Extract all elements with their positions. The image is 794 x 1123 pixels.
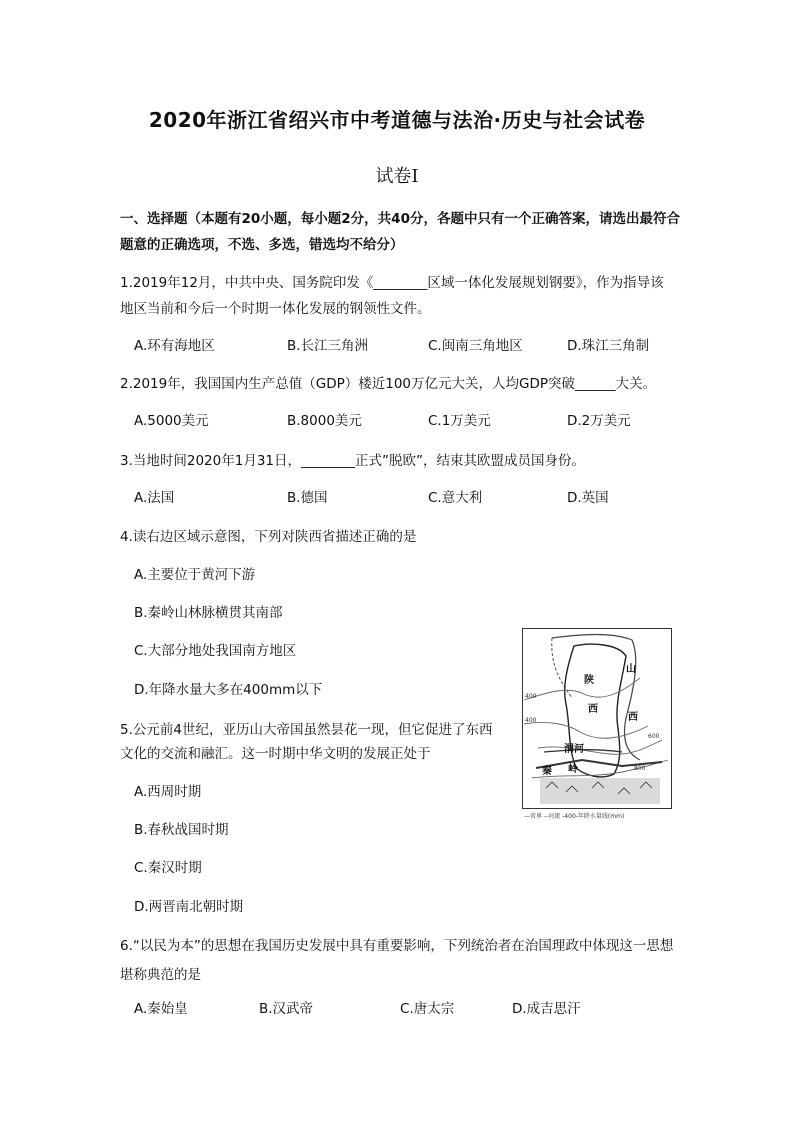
question-5-option-c[interactable]: C.秦汉时期 (134, 860, 202, 876)
label-shan2: 山 (626, 664, 636, 675)
question-4-option-d[interactable]: D.年降水量大多在400mm以下 (134, 682, 323, 698)
question-1-option-b[interactable]: B.长江三角洲 (287, 338, 369, 354)
question-5-option-d[interactable]: D.两晋南北朝时期 (134, 899, 244, 915)
label-xi2: 西 (628, 712, 638, 723)
question-2-option-b[interactable]: B.8000美元 (287, 413, 362, 429)
mountain-shading (540, 778, 660, 804)
label-shan: 陕 (584, 675, 594, 686)
question-5-option-b[interactable]: B.春秋战国时期 (134, 822, 229, 838)
shaanxi-region-map (522, 628, 672, 822)
label-400b: 400 (525, 717, 537, 724)
question-1-option-a[interactable]: A.环有海地区 (134, 338, 215, 354)
question-4-stem: 4.读右边区域示意图，下列对陕西省描述正确的是 (120, 529, 417, 545)
question-3-option-d[interactable]: D.英国 (567, 490, 609, 506)
question-6-option-d[interactable]: D.成吉思汗 (512, 1001, 581, 1017)
question-1-option-d[interactable]: D.珠江三角制 (567, 338, 650, 354)
label-ling: 岭 (568, 764, 578, 775)
question-1-stem-cont: 地区当前和今后一个时期一体化发展的钢领性文件。 (120, 301, 431, 317)
question-2-option-c[interactable]: C.1万美元 (428, 413, 491, 429)
label-600: 600 (648, 733, 660, 740)
question-6-option-b[interactable]: B.汉武帝 (259, 1001, 314, 1017)
label-weihe: 渭河 (564, 744, 584, 755)
question-3-option-b[interactable]: B.德国 (287, 490, 328, 506)
question-5-option-a[interactable]: A.西周时期 (134, 784, 202, 800)
paper-subtitle: 试卷Ⅰ (375, 166, 419, 187)
question-6-option-a[interactable]: A.秦始皇 (134, 1001, 188, 1017)
question-2-option-d[interactable]: D.2万美元 (567, 413, 631, 429)
question-5-stem-cont: 文化的交流和融汇。这一时期中华文明的发展正处于 (120, 746, 431, 762)
question-4-option-b[interactable]: B.秦岭山林脉横贯其南部 (134, 605, 283, 621)
question-1-stem: 1.2019年12月，中共中央、国务院印发《________区域一体化发展规划钢要》，作为指导该 (120, 275, 664, 291)
question-2-option-a[interactable]: A.5000美元 (134, 413, 209, 429)
page-title: 2020年浙江省绍兴市中考道德与法治·历史与社会试卷 (148, 108, 646, 132)
map-legend: —省界 --河流 -400-年降水量线(mm) (524, 813, 625, 820)
label-400a: 400 (525, 693, 537, 700)
question-5-stem: 5.公元前4世纪，亚历山大帝国虽然昙花一现，但它促进了东西 (120, 722, 493, 738)
label-qin: 秦 (542, 766, 552, 777)
question-1-option-c[interactable]: C.闽南三角地区 (428, 338, 523, 354)
question-6-stem: 6.“以民为本”的思想在我国历史发展中具有重要影响，下列统治者在治国理政中体现这一思想堪称典范的是 (120, 938, 674, 983)
question-3-option-c[interactable]: C.意大利 (428, 490, 483, 506)
question-4-option-c[interactable]: C.大部分地处我国南方地区 (134, 643, 297, 659)
label-xi: 西 (588, 704, 598, 715)
question-3-stem: 3.当地时间2020年1月31日，________正式”脱欧”，结束其欧盟成员国身份。 (120, 453, 585, 469)
section-heading: 一、选择题（本题有20小题，每小题2分，共40分，各题中只有一个正确答案，请选出最符合题意的正确选项，不选、多选，错选均不给分） (120, 211, 680, 253)
question-3-option-a[interactable]: A.法国 (134, 490, 175, 506)
label-800: 800 (634, 765, 646, 772)
question-6-option-c[interactable]: C.唐太宗 (400, 1001, 455, 1017)
question-4-option-a[interactable]: A.主要位于黄河下游 (134, 567, 256, 583)
question-2-stem: 2.2019年，我国国内生产总值（GDP）楼近100万亿元大关，人均GDP突破______大关。 (120, 376, 656, 392)
